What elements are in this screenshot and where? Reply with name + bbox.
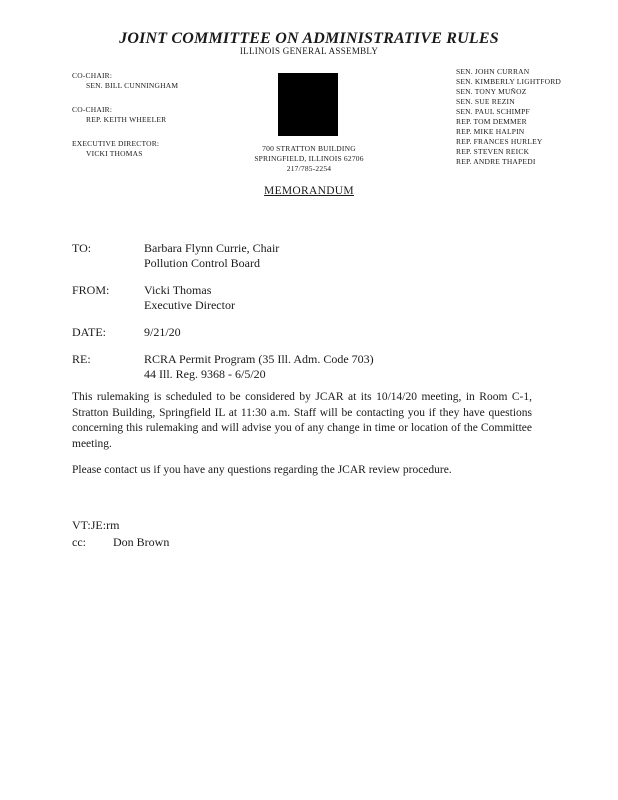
redacted-seal <box>278 73 338 136</box>
office-address <box>240 144 378 174</box>
assembly-subtitle: ILLINOIS GENERAL ASSEMBLY <box>239 46 379 56</box>
re-line: 44 Ill. Reg. 9368 - 6/5/20 <box>144 367 266 381</box>
cc-line <box>72 534 169 551</box>
officer-name: REP. KEITH WHEELER <box>86 115 167 124</box>
date-label: DATE: <box>72 325 106 339</box>
typist-initials: VT:JE:rm <box>72 518 120 532</box>
date-value: 9/21/20 <box>144 325 181 339</box>
address-phone: 217/785-2254 <box>286 164 332 173</box>
member-name: SEN. PAUL SCHIMPF <box>456 107 530 116</box>
member-name: REP. TOM DEMMER <box>456 117 527 126</box>
member-name: SEN. JOHN CURRAN <box>456 67 530 76</box>
re-line: RCRA Permit Program (35 Ill. Adm. Code 703) <box>144 352 374 366</box>
from-label: FROM: <box>72 283 110 297</box>
cc-label: cc: <box>72 535 86 549</box>
officers-list <box>72 71 178 159</box>
officer-name: VICKI THOMAS <box>86 149 143 158</box>
officer-role: EXECUTIVE DIRECTOR: <box>72 139 160 148</box>
from-value <box>144 283 235 313</box>
address-line: 700 STRATTON BUILDING <box>262 144 356 153</box>
to-label: TO: <box>72 241 92 255</box>
to-value <box>144 241 279 271</box>
body-paragraph: This rulemaking is scheduled to be considered by JCAR at its 10/14/20 meeting, in Room C-1, Stratton Building, Springfield IL at 11:30 a.m. Staff will be contacting you if they have questions concerning this rulemaking and will advise you of any change in time or location of the Committee meeting. <box>72 391 532 450</box>
body-paragraph: Please contact us if you have any questions regarding the JCAR review procedure. <box>72 464 452 476</box>
member-name: REP. MIKE HALPIN <box>456 127 525 136</box>
memorandum-heading: MEMORANDUM <box>264 185 354 197</box>
member-name: REP. ANDRE THAPEDI <box>456 157 536 166</box>
members-list <box>456 67 561 167</box>
member-name: SEN. TONY MUÑOZ <box>456 87 527 96</box>
officer-name: SEN. BILL CUNNINGHAM <box>86 81 179 90</box>
member-name: REP. STEVEN REICK <box>456 147 530 156</box>
member-name: SEN. KIMBERLY LIGHTFORD <box>456 77 562 86</box>
footer <box>72 517 169 551</box>
re-value <box>144 352 374 382</box>
cc-name: Don Brown <box>113 535 170 549</box>
member-name: SEN. SUE REZIN <box>456 97 515 106</box>
officer-role: CO-CHAIR: <box>72 71 113 80</box>
officer-role: CO-CHAIR: <box>72 105 113 114</box>
re-label: RE: <box>72 352 91 366</box>
to-line: Pollution Control Board <box>144 256 261 270</box>
from-line: Vicki Thomas <box>144 283 212 297</box>
address-line: SPRINGFIELD, ILLINOIS 62706 <box>254 154 364 163</box>
committee-title: JOINT COMMITTEE ON ADMINISTRATIVE RULES <box>119 30 499 47</box>
member-name: REP. FRANCES HURLEY <box>456 137 543 146</box>
from-line: Executive Director <box>144 298 235 312</box>
to-line: Barbara Flynn Currie, Chair <box>144 241 280 255</box>
